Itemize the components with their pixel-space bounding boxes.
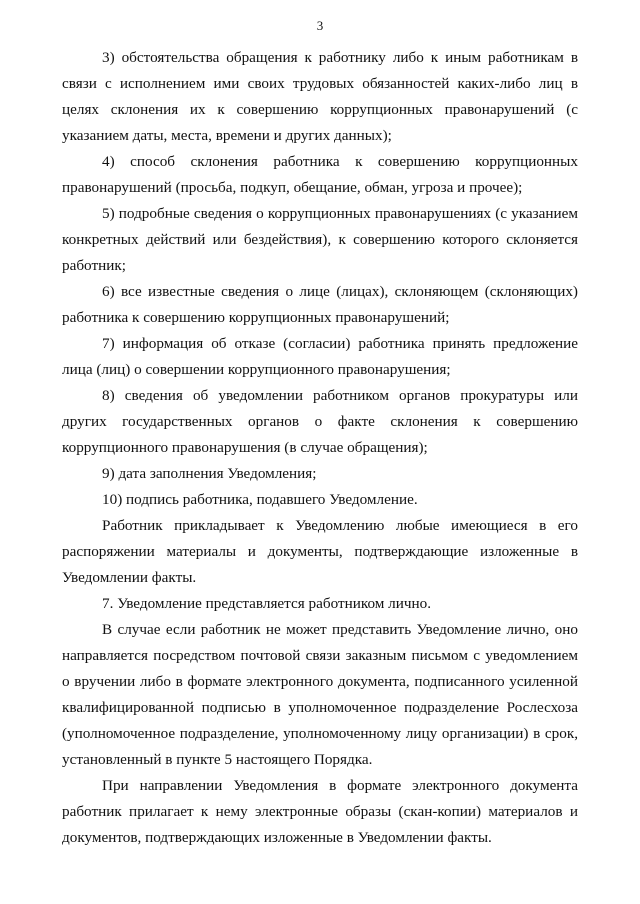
page-number: 3	[316, 18, 324, 33]
list-item-9-date: 9) дата заполнения Уведомления;	[102, 465, 317, 482]
section-7-paragraph: 7. Уведомление представляется работником лично.	[102, 595, 432, 612]
electronic-attachments-paragraph: При направлении Уведомления в формате электронного документа работник прилагает к нему электронные образы (скан-копии) материалов и документов, подтверждающих изложенные в Уведомлении факты.	[62, 777, 578, 846]
attachments-paragraph: Работник прикладывает к Уведомлению любые имеющиеся в его распоряжении материалы и документы, подтверждающие изложенные в Уведомлении факты.	[62, 517, 578, 586]
list-item-5-details: 5) подробные сведения о коррупционных правонарушениях (с указанием конкретных действий или бездействия), к совершению которого склоняется работник;	[62, 205, 578, 274]
list-item-3-circumstances: 3) обстоятельства обращения к работнику либо к иным работникам в связи с исполнением ими своих трудовых обязанностей каких-либо лиц в целях склонения их к совершению коррупционных правонарушений (с указанием даты, места, времени и других данных);	[62, 49, 578, 144]
list-item-4-method: 4) способ склонения работника к совершению коррупционных правонарушений (просьба, подкуп, обещание, обман, угроза и прочее);	[62, 153, 578, 196]
postal-electronic-submission-paragraph: В случае если работник не может представить Уведомление лично, оно направляется посредством почтовой связи заказным письмом с уведомлением о вручении либо в формате электронного документа, подписанного усиленной квалифицированной подписью в уполномоченное подразделение Рослесхоза (уполномоченное подразделение, уполномоченному лицу организации) в срок, установленный в пункте 5 настоящего Порядка.	[62, 621, 578, 768]
list-item-6-person-info: 6) все известные сведения о лице (лицах), склоняющем (склоняющих) работника к совершению коррупционных правонарушений;	[62, 283, 578, 326]
list-item-10-signature: 10) подпись работника, подавшего Уведомление.	[102, 491, 418, 508]
list-item-7-refusal-consent: 7) информация об отказе (согласии) работника принять предложение лица (лиц) о совершении коррупционного правонарушения;	[62, 335, 578, 378]
document-body	[62, 45, 578, 851]
list-item-8-notification-authorities: 8) сведения об уведомлении работником органов прокуратуры или других государственных органов о факте склонения к совершению коррупционного правонарушения (в случае обращения);	[62, 387, 578, 456]
